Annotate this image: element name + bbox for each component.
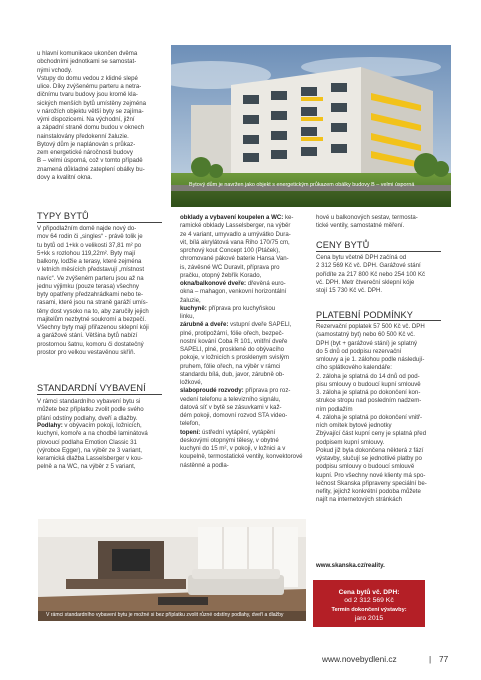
equipment-text [180, 214, 310, 470]
standard-floors-text [37, 422, 165, 472]
footer-separator: | [429, 654, 432, 664]
skanska-link[interactable]: www.skanska.cz/reality. [316, 562, 385, 569]
heading-typy-bytu: TYPY BYTŮ [37, 211, 89, 221]
interior-photo-caption: V rámci standardního vybavení bytu je možné si bez příplatku zvolit různé odstíny podlahy, dveří a dlažby [46, 612, 284, 618]
intro-text: u hlavní komunikace ukončen dvěma obchodními jednotkami se samostat- nými vchody. Vstupy do domu vedou z klidné slepé ulice. Díky zvýšenému parteru a netra- dičnímu tvaru budovy jsou kromě kla- sických menších bytů umístěny zejména v nárožích objektu větší byty se zajíma- vými dispozicemi. Na východní, jižní a západní straně domu budou v oknech nainstalovány předokenní žaluzie. Bytový dům je naplánován s průkaz- zem energetické náročnosti budovy B – velmi úsporná, což v tomto případě znamená důkladné zateplení obálky bu- dovy a kvalitní okna. [37, 50, 147, 181]
platebni-text: Rezervační poplatek 57 500 Kč vč. DPH (samostatný byt) nebo 60 500 Kč vč. DPH (byt + garážové stání) je splatný do 5 dnů od podpisu rezervační smlouvy a je 1. zálohou podle následují- cího splátkového kalendáře: 2. záloha je splatná do 14 dnů od pod- pisu smlouvy o budoucí kupní smlouvě 3. záloha je splatná po dokončení kon- strukce stropu nad posledním nadzem- ním podlažím 4. záloha je splatná po dokončení vnitř- ních omítek bytové jednotky Zbývající část kupní ceny je splatná před podpisem kupní smlouvy. Pokud již byla dokončena některá z fází výstavby, slučují se jednotlivé platby po podpisu smlouvy o budoucí smlouvě kupní. Pro všechny nové klienty má spo- lečnost Skanska připraveny speciální be- nefity, jejichž konkrétní podoba můžete najít na internetových stránkách [316, 323, 427, 504]
heading-rule [316, 251, 441, 252]
heading-platebni-podminky: PLATEBNÍ PODMÍNKY [316, 310, 413, 320]
price-value: od 2 312 569 Kč [344, 597, 394, 604]
kitchen-text: příprava pro kuchyňskou linku, [180, 304, 276, 320]
typy-bytu-text: V připodlažním domě najde nový do- mov 64 rodin či „singles“ - právě tolik je tu bytů od 1+kk o velikosti 37,81 m² po 5+kk s rozlohou 119,22m². Byty mají balkony, lodžie a terasy, které zejména v letních měsících představují „místnost navíc“. Ve zvýšeném parteru jsou až na jednu výjimku (pouze terasa) všechny byty opatřeny předzahrádkami nebo te- rasami, které jsou na straně garáží umís- těny dost vysoko na to, aby zaručily jejich majitelům nezbytné soukromí a bezpečí. Všechny byty mají přiřazenou sklepní kóji a garážové stání. Většina bytů nabízí prostornou šatnu, komoru či dostatečný prostor pro velkou vestavěnou skříň. [37, 225, 149, 356]
bathroom-text: ke- ramické obklady Lasselsberger, na výběr ze 4 variant, umyvadlo a umývátko Dura- vit, bílá akrylátová vana Riho 170/75 cm, sprchový kout Concept 100 (Ptáček), chromované pákové baterie Hansa Van- is, závěsné WC Duravit, příprava pro pračku, otopný žebřík Korado, [180, 214, 294, 279]
heading-standardni-vybaveni: STANDARDNÍ VYBAVENÍ [37, 383, 146, 393]
heating-lead: topení: [180, 428, 201, 436]
wiring-lead: slaboproudé rozvody: [180, 387, 244, 395]
windows-text: dřevěná euro- okna – mahagon, venkovní horizontální žaluzie, [180, 280, 287, 304]
doors-lead: zárubně a dveře: [180, 321, 229, 329]
kitchen-lead: kuchyně: [180, 304, 207, 312]
heading-rule [316, 320, 441, 321]
completion-label: Termín dokončení výstavby: [331, 607, 407, 613]
interior-illustration [38, 519, 306, 621]
footer-url[interactable]: www.novebydleni.cz [322, 654, 397, 664]
floors-text: v obývacím pokoji, ložnicích, kuchyni, komoře a na chodbě laminátová plovoucí podlaha Emotion Classic 31 (výrobce Egger), na výběr ze 3 variant, keramická dlažba Lasselsberger v kou- pelně a na WC, na výběr z 5 variant, [37, 422, 148, 471]
bathroom-lead: obklady a vybavení koupelen a WC: [180, 214, 284, 221]
col3-top-text: hové u balkonových sestav, termosta- tické ventily, samostatné měření. [316, 214, 418, 230]
heading-rule [37, 394, 162, 395]
price-label: Cena bytů vč. DPH: [338, 589, 400, 596]
ceny-text: Cena bytu včetně DPH začíná od 2 312 569 Kč vč. DPH. Garážové stání pořídíte za 217 800 Kč nebo 254 100 Kč vč. DPH. Metr čtvereční sklepní kóje stojí 15 730 Kč vč. DPH. [316, 254, 426, 294]
price-box [313, 580, 425, 627]
doors-text: vstupní dveře SAPELI, plné, protipožární, fólie ořech, bezpeč- nostní kování Coba R 101, vnitřní dveře SAPELI, plné, prosklené do obývacího pokoje, v ložnicích s prosklenym svislým pruhem, fólie ořech, na výběr v rámci standardu bílá, dub, javor, zárubně ob- ložkové, [180, 321, 292, 386]
wiring-text: příprava pro roz- vedení telefonu a televizního signálu, datová síť v bytě se zásuvkami v kaž- dém pokoji, domovní rozvod STA video- telefon, [180, 387, 291, 428]
page-number: 77 [439, 654, 449, 664]
heating-text: ústřední vytápění, vytápění deskovými otopnými tělesy, v obytné kuchyni do 15 m², v pokoji, v ložnici a v koupelně, termostatické ventily, konvektorové nástěnné a podla- [180, 428, 303, 469]
completion-value: jaro 2015 [354, 615, 384, 622]
windows-lead: okna/balkonové dveře: [180, 280, 247, 287]
floors-lead: Podlahy: [37, 422, 63, 429]
building-photo-caption: Bytový dům je navržen jako objekt s energetickým průkazem obálky budovy B – velmi úsporná [189, 182, 415, 188]
building-photo [171, 45, 451, 207]
interior-photo [38, 519, 306, 621]
standard-intro-text: V rámci standardního vybavení bytu si můžete bez příplatku zvolit podle svého přání odstíny podlahy, dveří a dlažby. [37, 398, 144, 422]
heading-rule [37, 222, 162, 223]
heading-ceny-bytu: CENY BYTŮ [316, 240, 370, 250]
